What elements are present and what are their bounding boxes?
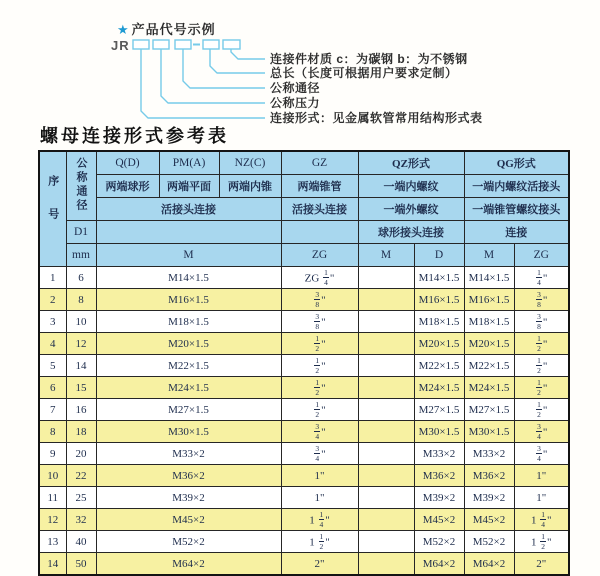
cell-no: 10 <box>39 465 66 487</box>
cell-qg-zg: $\frac{3}{4}$ " <box>514 421 569 443</box>
cell-dn: 32 <box>66 509 96 531</box>
cell-m: M30×1.5 <box>96 421 281 443</box>
cell-qg-zg: $\frac{3}{8}$ " <box>514 289 569 311</box>
stacked-fraction: $\frac{3}{4}$ <box>537 443 541 463</box>
cell-qz-m <box>358 311 414 333</box>
header-index: 序号 <box>39 151 66 267</box>
header-conn-union: 活接头连接 <box>96 198 281 221</box>
header-conn-qz: 一端外螺纹 <box>358 198 464 221</box>
table-row <box>39 267 569 289</box>
stacked-fraction: $\frac{1}{2}$ <box>315 355 320 375</box>
stacked-fraction: $\frac{1}{4}$ <box>319 509 324 529</box>
header-group-nzc: NZ(C) <box>219 151 281 175</box>
stacked-fraction: $\frac{3}{8}$ <box>315 289 320 309</box>
header-unit-mm: mm <box>66 244 96 267</box>
cell-qz-m <box>358 531 414 553</box>
table-header <box>39 151 569 267</box>
cell-qz-d: M20×1.5 <box>414 333 464 355</box>
cell-qg-zg: $\frac{1}{2}$ " <box>514 377 569 399</box>
table-row <box>39 465 569 487</box>
header-blank-left <box>96 221 281 244</box>
cell-qz-m <box>358 421 414 443</box>
header-conn2-qz: 球形接头连接 <box>358 221 464 244</box>
code-box-3 <box>175 40 191 49</box>
nut-connection-table <box>38 150 570 576</box>
code-prefix: JR <box>111 38 130 53</box>
stacked-fraction: $\frac{3}{8}$ <box>315 311 320 331</box>
cell-qg-zg: $\frac{1}{2}$ " <box>514 399 569 421</box>
cell-gz: $\frac{3}{8}$ " <box>281 289 358 311</box>
header-group-gz: GZ <box>281 151 358 175</box>
cell-qg-m: M36×2 <box>464 465 514 487</box>
cell-m: M36×2 <box>96 465 281 487</box>
cell-qg-m: M52×2 <box>464 531 514 553</box>
cell-qg-zg: 1" <box>514 487 569 509</box>
header-row-conn-types <box>39 198 569 221</box>
cell-no: 8 <box>39 421 66 443</box>
table-row <box>39 531 569 553</box>
cell-qz-m <box>358 333 414 355</box>
cell-qz-d: M18×1.5 <box>414 311 464 333</box>
cell-no: 11 <box>39 487 66 509</box>
header-row-conn-types2 <box>39 221 569 244</box>
cell-no: 6 <box>39 377 66 399</box>
table-row <box>39 289 569 311</box>
cell-qz-d: M14×1.5 <box>414 267 464 289</box>
leader-line-material <box>231 49 265 59</box>
cell-qz-m <box>358 509 414 531</box>
cell-qg-m: M24×1.5 <box>464 377 514 399</box>
cell-qg-m: M27×1.5 <box>464 399 514 421</box>
header-end-pma: 两端平面 <box>159 175 219 198</box>
header-group-qd: Q(D) <box>96 151 159 175</box>
stacked-fraction: $\frac{3}{8}$ <box>537 311 541 331</box>
cell-qz-d: M24×1.5 <box>414 377 464 399</box>
cell-m: M27×1.5 <box>96 399 281 421</box>
cell-dn: 8 <box>66 289 96 311</box>
cell-dn: 22 <box>66 465 96 487</box>
table-row <box>39 443 569 465</box>
cell-qz-m <box>358 465 414 487</box>
cell-no: 2 <box>39 289 66 311</box>
cell-gz: 2" <box>281 553 358 576</box>
header-group-qz: QZ形式 <box>358 151 464 175</box>
table-row <box>39 399 569 421</box>
cell-qg-m: M33×2 <box>464 443 514 465</box>
cell-gz: ZG $\frac{1}{4}$ " <box>281 267 358 289</box>
stacked-fraction: $\frac{1}{4}$ <box>324 267 328 287</box>
table-row <box>39 377 569 399</box>
cell-no: 14 <box>39 553 66 576</box>
label-pressure: 公称压力 <box>270 96 321 110</box>
cell-m: M45×2 <box>96 509 281 531</box>
stacked-fraction: $\frac{1}{2}$ <box>315 399 320 419</box>
cell-no: 9 <box>39 443 66 465</box>
cell-qg-m: M64×2 <box>464 553 514 576</box>
cell-gz: 1 $\frac{1}{4}$ " <box>281 509 358 531</box>
cell-dn: 16 <box>66 399 96 421</box>
table-row <box>39 421 569 443</box>
cell-qg-m: M16×1.5 <box>464 289 514 311</box>
cell-qg-zg: $\frac{3}{4}$ " <box>514 443 569 465</box>
leader-line-pressure <box>161 49 265 103</box>
header-end-qz: 一端内螺纹 <box>358 175 464 198</box>
label-length: 总长（长度可根据用户要求定制） <box>270 66 458 80</box>
cell-gz: 1" <box>281 487 358 509</box>
cell-qg-zg: 1" <box>514 465 569 487</box>
table-row <box>39 311 569 333</box>
cell-qz-d: M39×2 <box>414 487 464 509</box>
header-unit-qz-d: D <box>414 244 464 267</box>
header-group-qg: QG形式 <box>464 151 569 175</box>
cell-m: M20×1.5 <box>96 333 281 355</box>
cell-qg-m: M30×1.5 <box>464 421 514 443</box>
stacked-fraction: $\frac{1}{2}$ <box>315 333 320 353</box>
header-dn: 公称通径 <box>66 151 96 221</box>
table-row <box>39 509 569 531</box>
cell-no: 1 <box>39 267 66 289</box>
cell-dn: 25 <box>66 487 96 509</box>
stacked-fraction: $\frac{1}{2}$ <box>541 531 545 551</box>
cell-gz: 1 $\frac{1}{2}$ " <box>281 531 358 553</box>
cell-m: M24×1.5 <box>96 377 281 399</box>
cell-qg-m: M14×1.5 <box>464 267 514 289</box>
stacked-fraction: $\frac{1}{4}$ <box>541 509 545 529</box>
cell-no: 3 <box>39 311 66 333</box>
cell-m: M16×1.5 <box>96 289 281 311</box>
header-row-end-types <box>39 175 569 198</box>
header-unit-qg-m: M <box>464 244 514 267</box>
cell-gz: 1" <box>281 465 358 487</box>
cell-dn: 18 <box>66 421 96 443</box>
cell-dn: 6 <box>66 267 96 289</box>
cell-m: M52×2 <box>96 531 281 553</box>
stacked-fraction: $\frac{1}{2}$ <box>319 531 324 551</box>
cell-qz-d: M16×1.5 <box>414 289 464 311</box>
header-row-units <box>39 244 569 267</box>
cell-qz-d: M36×2 <box>414 465 464 487</box>
header-unit-qg-zg: ZG <box>514 244 569 267</box>
code-box-1 <box>133 40 149 49</box>
header-end-qd: 两端球形 <box>96 175 159 198</box>
cell-qz-d: M30×1.5 <box>414 421 464 443</box>
cell-no: 13 <box>39 531 66 553</box>
cell-qg-zg: $\frac{1}{4}$ " <box>514 267 569 289</box>
cell-qg-m: M22×1.5 <box>464 355 514 377</box>
label-material: 连接件材质 c：为碳钢 b：为不锈钢 <box>270 52 468 66</box>
cell-qz-m <box>358 553 414 576</box>
product-code-diagram <box>0 0 600 130</box>
cell-qg-zg: 1 $\frac{1}{4}$ " <box>514 509 569 531</box>
cell-dn: 20 <box>66 443 96 465</box>
cell-qz-m <box>358 267 414 289</box>
stacked-fraction: $\frac{3}{4}$ <box>315 443 320 463</box>
table-title: 螺母连接形式参考表 <box>40 126 229 146</box>
cell-qz-m <box>358 355 414 377</box>
table-row <box>39 355 569 377</box>
cell-gz: $\frac{1}{2}$ " <box>281 377 358 399</box>
stacked-fraction: $\frac{3}{4}$ <box>315 421 320 441</box>
stacked-fraction: $\frac{1}{2}$ <box>537 333 541 353</box>
header-conn2-qg: 连接 <box>464 221 569 244</box>
header-conn-qg: 一端锥管螺纹接头 <box>464 198 569 221</box>
label-connection: 连接形式：见金属软管常用结构形式表 <box>270 111 483 125</box>
cell-m: M39×2 <box>96 487 281 509</box>
cell-gz: $\frac{3}{4}$ " <box>281 443 358 465</box>
cell-qg-zg: 1 $\frac{1}{2}$ " <box>514 531 569 553</box>
cell-qg-zg: $\frac{1}{2}$ " <box>514 355 569 377</box>
header-unit-zg: ZG <box>281 244 358 267</box>
cell-qg-zg: $\frac{3}{8}$ " <box>514 311 569 333</box>
stacked-fraction: $\frac{1}{2}$ <box>537 377 541 397</box>
cell-qz-d: M27×1.5 <box>414 399 464 421</box>
cell-qg-m: M18×1.5 <box>464 311 514 333</box>
header-unit-qz-m: M <box>358 244 414 267</box>
cell-qz-m <box>358 443 414 465</box>
cell-qz-m <box>358 377 414 399</box>
header-conn-gz: 活接头连接 <box>281 198 358 221</box>
cell-m: M33×2 <box>96 443 281 465</box>
header-unit-m: M <box>96 244 281 267</box>
cell-dn: 10 <box>66 311 96 333</box>
cell-qg-m: M20×1.5 <box>464 333 514 355</box>
cell-gz: $\frac{1}{2}$ " <box>281 399 358 421</box>
cell-dn: 14 <box>66 355 96 377</box>
stacked-fraction: $\frac{1}{2}$ <box>315 377 320 397</box>
cell-qz-d: M52×2 <box>414 531 464 553</box>
cell-dn: 40 <box>66 531 96 553</box>
cell-qz-d: M33×2 <box>414 443 464 465</box>
header-blank-gz <box>281 221 358 244</box>
cell-no: 7 <box>39 399 66 421</box>
cell-dn: 12 <box>66 333 96 355</box>
cell-no: 4 <box>39 333 66 355</box>
header-d1: D1 <box>66 221 96 244</box>
code-box-5 <box>223 40 240 49</box>
code-box-2 <box>153 40 169 49</box>
cell-qz-d: M45×2 <box>414 509 464 531</box>
header-group-pma: PM(A) <box>159 151 219 175</box>
cell-qz-d: M64×2 <box>414 553 464 576</box>
table-body <box>39 267 569 576</box>
stacked-fraction: $\frac{1}{2}$ <box>537 355 541 375</box>
cell-qz-m <box>358 399 414 421</box>
cell-no: 12 <box>39 509 66 531</box>
cell-gz: $\frac{3}{8}$ " <box>281 311 358 333</box>
diagram-heading-text: 产品代号示例 <box>131 22 216 37</box>
stacked-fraction: $\frac{3}{4}$ <box>537 421 541 441</box>
cell-m: M18×1.5 <box>96 311 281 333</box>
cell-m: M14×1.5 <box>96 267 281 289</box>
cell-qg-m: M39×2 <box>464 487 514 509</box>
table-row <box>39 333 569 355</box>
label-diameter: 公称通径 <box>270 81 321 95</box>
cell-gz: $\frac{1}{2}$ " <box>281 355 358 377</box>
cell-m: M22×1.5 <box>96 355 281 377</box>
cell-gz: $\frac{3}{4}$ " <box>281 421 358 443</box>
header-end-gz: 两端锥管 <box>281 175 358 198</box>
table-row <box>39 487 569 509</box>
stacked-fraction: $\frac{1}{4}$ <box>537 267 541 287</box>
cell-qz-m <box>358 289 414 311</box>
diagram-heading <box>117 19 216 38</box>
cell-m: M64×2 <box>96 553 281 576</box>
cell-qz-m <box>358 487 414 509</box>
cell-qz-d: M22×1.5 <box>414 355 464 377</box>
cell-dn: 15 <box>66 377 96 399</box>
leader-line-length <box>210 49 265 73</box>
cell-gz: $\frac{1}{2}$ " <box>281 333 358 355</box>
stacked-fraction: $\frac{3}{8}$ <box>537 289 541 309</box>
cell-qg-m: M45×2 <box>464 509 514 531</box>
header-end-qg: 一端内螺纹活接头 <box>464 175 569 198</box>
header-end-nzc: 两端内锥 <box>219 175 281 198</box>
cell-qg-zg: 2" <box>514 553 569 576</box>
cell-no: 5 <box>39 355 66 377</box>
star-icon: ★ <box>117 22 130 37</box>
code-box-4 <box>203 40 219 49</box>
leader-line-diameter <box>183 49 265 88</box>
header-row-groups <box>39 151 569 175</box>
table-row <box>39 553 569 576</box>
stacked-fraction: $\frac{1}{2}$ <box>537 399 541 419</box>
cell-qg-zg: $\frac{1}{2}$ " <box>514 333 569 355</box>
cell-dn: 50 <box>66 553 96 576</box>
